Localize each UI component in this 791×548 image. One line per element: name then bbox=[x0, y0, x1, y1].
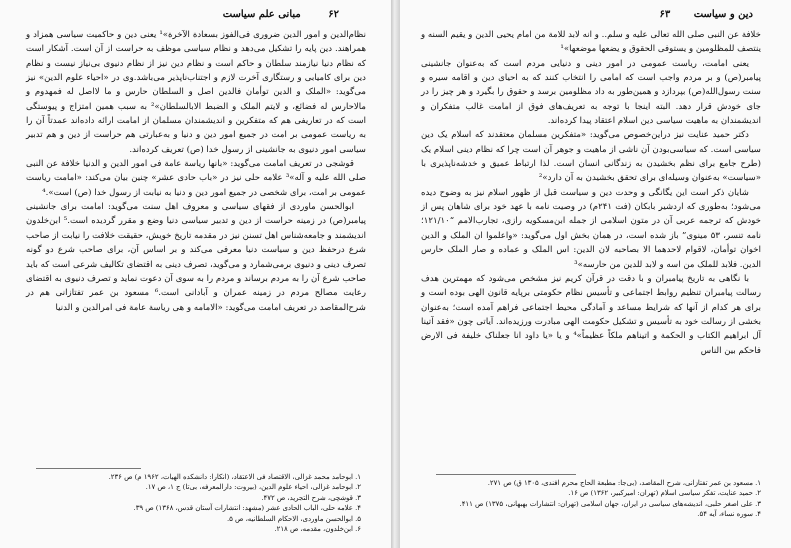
left-footnote-4: ۴. علامه حلی، الباب الحادی عشر (مشهد: انتشارات آستان قدس، ۱۳۶۸) ص ۳۹. bbox=[133, 504, 361, 513]
right-page bbox=[400, 0, 791, 548]
left-footnote-3: ۳. قوشچی، شرح التجرید، ص ۴۷۲. bbox=[261, 493, 361, 502]
left-page bbox=[0, 0, 391, 548]
left-page-header bbox=[223, 9, 339, 20]
right-paragraph-3: دکتر حمید عنایت نیز دراین‌خصوص می‌گوید: «متفکرین مسلمان معتقدند که اسلام یک دین سیاسی است. که سیاسی‌بودن آن ناشی از ماهیت و جوهر آن است چرا که نظام دینی اسلام یک (طرح جامع برای نظم بخشیدن به زندگانی انسان است. لذا ارتباط عمیق و خدشه‌ناپذیری با «سیاست» به‌عنوان وسیله‌ای برای تحقق بخشیدن به آن دارد»² bbox=[421, 130, 761, 184]
right-footnote-2: ۲. حمید عنایت، تفکر سیاسی اسلام (تهران: امیرکبیر، ۱۳۶۲) ص ۱۶. bbox=[568, 489, 761, 498]
right-paragraph-5: با نگاهی به تاریخ پیامبران و با دقت در قرآن کریم نیز مشخص می‌شود که مهمترین هدف رسالت پیامبران تنظیم روابط اجتماعی و تأسیس نظام حکومتی برپایه قانون الهی بوده است و برای هر کدام از آنها که شرایط مساعد و آمادگی محیط اجتماعی فراهم آمده است؛ به‌عنوان بخشی از رسالت خود به تأسیس و تشکیل حکومت الهی مبادرت ورزیده‌اند. آیاتی چون «فقد آتینا آل ابراهیم الکتاب و الحکمة و اتیناهم ملکاً عظیماً»⁴ و یا «یا داود انا جعلناک خلیفة فی الارض فاحکم بین الناس bbox=[421, 273, 761, 356]
right-footnote-1: ۱. مسعود بن عمر تفتازانی، شرح المقاصد، (بی‌جا: مطبعة الحاج محرم افندی، ۱۳۰۵ ق) ص ۲۷۱. bbox=[487, 479, 761, 487]
right-page-number: ۶۳ bbox=[659, 9, 671, 20]
left-footnotes bbox=[26, 472, 361, 534]
left-page-number: ۶۲ bbox=[328, 9, 339, 20]
right-footnote-4: ۴. سوره نساء، آیه ۵۴. bbox=[697, 510, 761, 519]
left-footnote-5: ۵. ابوالحسن ماوردی، الاحکام السلطانیه، ص ۵. bbox=[226, 514, 361, 523]
left-paragraph-3: ابوالحسن ماوردی از فقهای سیاسی و معروف اهل سنت می‌گوید: امامت برای جانشینی پیامبر(ص) در زمینه حراست از دین و تدبیر سیاسی دنیا وضع و مقرر گردیده است.⁵ ابن‌خلدون اندیشمند و جامعه‌شناس اهل تسنن نیز در مقدمه تاریخ خویش، حقیقت خلافت را نیابت از صاحب شرع درحفظ دین و سیاست دنیا معرفی می‌کند و بر اساس آن، برای صاحب شرع دو گونه تصرف دینی و دنیوی برمی‌شمارد و می‌گوید، تصرف دینی به اقتضای تکالیف شرعی است که باید صاحب شرع آن را به مردم برساند و مردم را به سوی آن دعوت نماید و تصرف دنیوی به اقتضای رعایت مصالح مردم در زمینه عمران و آبادانی است.⁶ مسعود بن عمر تفتازانی هم در شرح‌المقاصد در تعریف امامت می‌گوید: «الامامه و هی ریاسة عامة فی امرالدین و الدنیا bbox=[26, 202, 367, 313]
left-footnote-rule bbox=[36, 468, 141, 469]
right-page-body bbox=[421, 28, 761, 358]
right-running-title: دین و سیاست bbox=[693, 9, 753, 20]
right-page-header bbox=[659, 9, 753, 20]
left-footnote-1: ۱. ابوحامد محمد غزالی، الاقتصاد فی الاعتقاد، (انکارا: دانشکده الهیات، ۱۹۶۲ م) ص ۲۳۶. bbox=[108, 473, 361, 481]
left-footnote-2: ۲. ابوحامد غزالی، احیاء علوم الدین، (بیروت: دارالمعرفه، بی‌تا) ج ۱، ص ۱۷. bbox=[145, 483, 361, 492]
book-gutter bbox=[391, 0, 400, 548]
right-paragraph-1: خلافة عن النبی صلی الله تعالی علیه و سلم.. و انه لابد للامة من امام یحیی الدین و یقیم السنه و ینتصف للمظلومین و یستوفی الحقوق و یضعها موضعها»¹ bbox=[421, 30, 761, 55]
right-paragraph-2: یعنی امامت، ریاست عمومی در امور دینی و دنیایی مردم است که به‌عنوان جانشینی پیامبر(ص) و بر مردم واجب است که امامی را انتخاب کنند که به احیای دین و اقامه سیره و سنت رسول‌الله(ص) بپردازد و همین‌طور به داد مظلومین برسد و حقوق را بگیرد و هر چیز را در جای خودش قرار دهد. البته اینجا با توجه به تعریف‌های فوق از امامت غالب متفکران و اندیشمندان به ماهیت سیاسی دین اسلام اعتقاد پیدا کرده‌اند. bbox=[421, 58, 761, 127]
left-footnote-6: ۶. ابن‌خلدون، مقدمه، ص ۲۱۸. bbox=[274, 525, 361, 534]
left-running-title: مبانی علم سیاست bbox=[222, 9, 301, 20]
right-footnotes bbox=[421, 478, 761, 520]
right-footnote-rule bbox=[436, 474, 576, 475]
left-paragraph-1: نظام‌الدین و امور الدین ضروری فی‌الفوز بسعادة الآخرة»¹ یعنی دین و حاکمیت سیاسی همزاد و همراهند. دین پایه را تشکیل می‌دهد و نظام سیاسی موظف به حراست از آن است. آشکار است که نظام دنیا نیازمند سلطان و حاکم است و نظام دین نیز از نظام دنیوی بی‌نیاز نیست و نظام دین برای کامیابی و رستگاری آخرت لازم و اجتناب‌ناپذیر می‌باشد.وی در «احیاء علوم الدین» نیز می‌گوید: «الملک و الدین توأمان فالدین اصل و السلطان حارس و ما لااصل له فمهدوم و مالاحارس له فضائع، و لایتم الملک و الضبط الابالسلطان»² به سبب همین امتزاج و پیوستگی است که در تعاریفی هم که متفکرین و اندیشمندان مسلمان از امامت ارائه داده‌اند عمدتاً آن را به ریاست عمومی بر امت در جمیع امور دین و دنیا و به‌عبارتی هم حراست از دین و هم تدبیر سیاسی امور دنیوی به جانشینی از رسول خدا (ص) تعریف کرده‌اند. bbox=[26, 30, 367, 155]
right-footnote-3: ۳. علی اصغر حلبی، اندیشه‌های سیاسی در ایران، جهان اسلامی (تهران: انتشارات بهبهانی، ۱۳۷۵) ص ۴۱۱. bbox=[459, 499, 761, 508]
right-paragraph-4: شایان ذکر است این یگانگی و وحدت دین و سیاست قبل از ظهور اسلام نیز به وضوح دیده می‌شود؛ به‌طوری که اردشیر بابکان (فت ۲۴۱م) در وصیت نامه با عهد خود برای شاهان پس از خودش که ترجمه عربی آن در متون اسلامی از جمله ابن‌مسکویه رازی، تجارب‌الامم “۱۲۱/۱۰؛ نامه تنسر، ۵۳ مینوی” باز شده است، در همان بخش اول می‌گوید: «واعلموا ان الملک و الدین اخوان توأمان، لاقوام لاحدهما الا بصاحبه لان الدین: اس الملک و عماده و صار الملک حارس الدین. فلابد للملک من اسه و لابد للدین من حارسه»³ bbox=[421, 187, 761, 270]
left-page-body bbox=[26, 28, 366, 315]
left-paragraph-2: قوشجی در تعریف امامت می‌گوید: «بانها ریاسة عامة فی امور الدین و الدنیا خلافة عن النبی صلی الله علیه و آله»³ علامه حلی نیز در «باب حادی عشر» چنین بیان می‌کند: «امامت ریاست عمومی بر امت، برای شخصی در جمیع امور دین و دنیا به نیابت از رسول خدا (ص) است».⁴ bbox=[26, 159, 366, 198]
